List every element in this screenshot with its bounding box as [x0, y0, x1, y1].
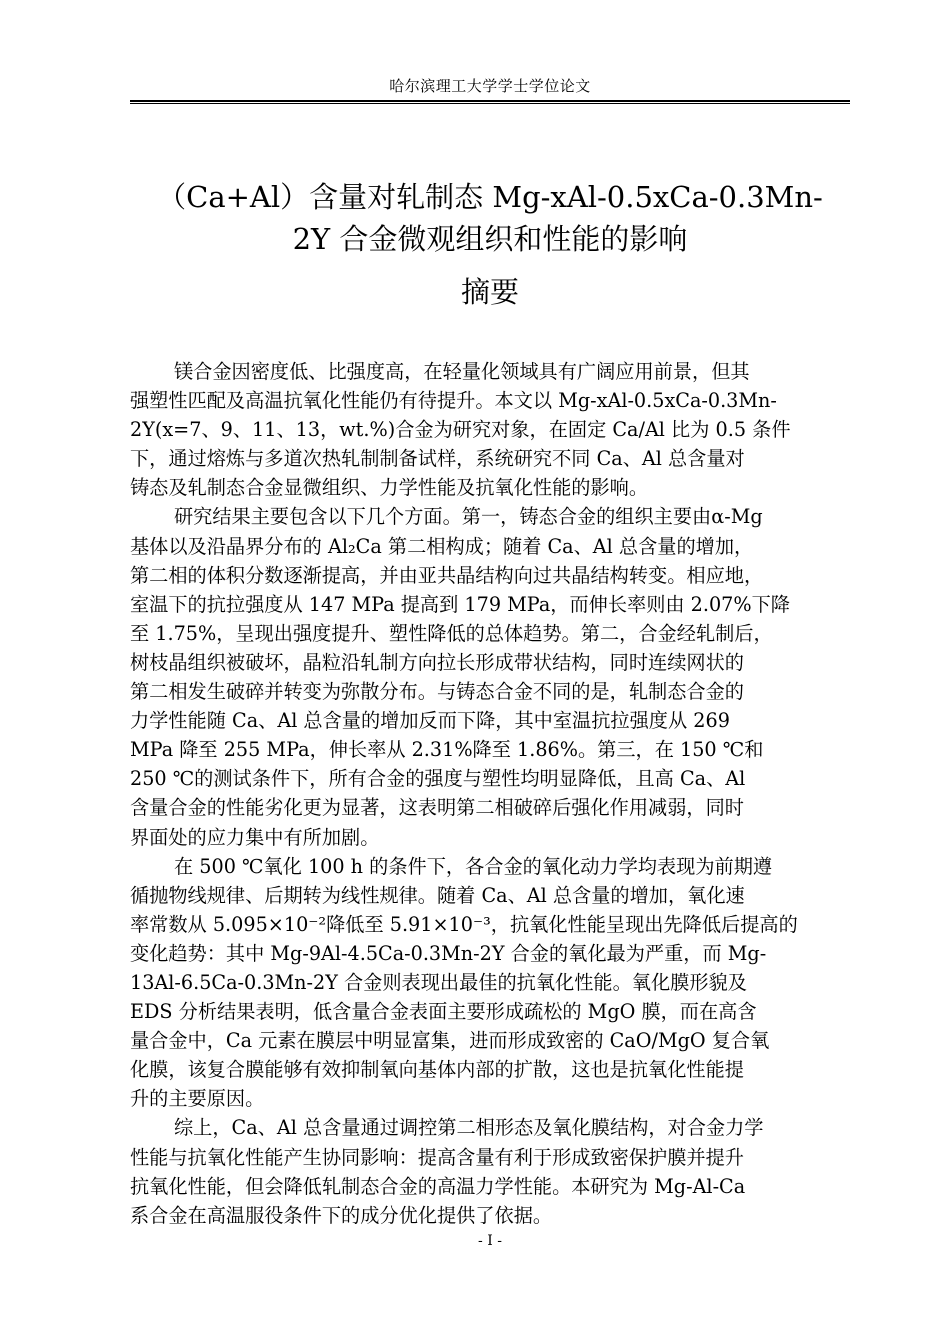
text-line: MPa 降至 255 MPa，伸长率从 2.31%降至 1.86%。第三，在 150 ℃和 [130, 738, 764, 762]
text-line: 研究结果主要包含以下几个方面。第一，铸态合金的组织主要由α-Mg [174, 505, 763, 529]
text-line: 性能与抗氧化性能产生协同影响：提高含量有利于形成致密保护膜并提升 [130, 1145, 744, 1169]
text-line: 化膜，该复合膜能够有效抑制氧向基体内部的扩散，这也是抗氧化性能提 [130, 1058, 744, 1082]
thesis-title [130, 176, 850, 260]
text-line: 综上，Ca、Al 总含量通过调控第二相形态及氧化膜结构，对合金力学 [174, 1116, 764, 1140]
running-header: 哈尔滨理工大学学士学位论文 [389, 77, 591, 95]
text-line: 室温下的抗拉强度从 147 MPa 提高到 179 MPa，而伸长率则由 2.07%下降 [130, 592, 790, 616]
text-line: 铸态及轧制态合金显微组织、力学性能及抗氧化性能的影响。 [130, 476, 649, 500]
text-line: 树枝晶组织被破坏，晶粒沿轧制方向拉长形成带状结构，同时连续网状的 [130, 650, 744, 674]
text-line: 抗氧化性能，但会降低轧制态合金的高温力学性能。本研究为 Mg-Al-Ca [130, 1174, 746, 1198]
text-line: 循抛物线规律、后期转为线性规律。随着 Ca、Al 总含量的增加，氧化速 [130, 883, 745, 907]
text-line: 2Y(x=7、9、11、13，wt.%)合金为研究对象，在固定 Ca/Al 比为 0.5 条件 [130, 418, 791, 442]
text-line: 基体以及沿晶界分布的 Al₂Ca 第二相构成；随着 Ca、Al 总含量的增加， [130, 534, 754, 558]
abstract-paragraph [130, 852, 848, 1114]
text-line: 在 500 ℃氧化 100 h 的条件下，各合金的氧化动力学均表现为前期遵 [174, 854, 773, 878]
text-line: 升的主要原因。 [130, 1087, 265, 1111]
page-number: - I - [478, 1233, 502, 1249]
text-line: 第二相的体积分数逐渐提高，并由亚共晶结构向过共晶结构转变。相应地， [130, 563, 764, 587]
abstract-paragraph [130, 502, 848, 851]
text-line: 变化趋势：其中 Mg-9Al-4.5Ca-0.3Mn-2Y 合金的氧化最为严重，而 Mg- [130, 941, 767, 965]
text-line: 下，通过熔炼与多道次热轧制制备试样，系统研究不同 Ca、Al 总含量对 [130, 447, 745, 471]
abstract-body [130, 357, 848, 1230]
text-line: 量合金中，Ca 元素在膜层中明显富集，进而形成致密的 CaO/MgO 复合氧 [130, 1029, 770, 1053]
abstract-paragraph [130, 1113, 848, 1229]
text-line: EDS 分析结果表明，低含量合金表面主要形成疏松的 MgO 膜，而在高含 [130, 1000, 757, 1024]
text-line: 含量合金的性能劣化更为显著，这表明第二相破碎后强化作用减弱，同时 [130, 796, 744, 820]
abstract-heading: 摘要 [460, 275, 519, 309]
text-line: 第二相发生破碎并转变为弥散分布。与铸态合金不同的是，轧制态合金的 [130, 680, 744, 704]
text-line: 250 ℃的测试条件下，所有合金的强度与塑性均明显降低，且高 Ca、Al [130, 767, 746, 791]
text-line: 系合金在高温服役条件下的成分优化提供了依据。 [130, 1203, 553, 1227]
text-line: 至 1.75%，呈现出强度提升、塑性降低的总体趋势。第二，合金经轧制后， [130, 621, 773, 645]
text-line: 镁合金因密度低、比强度高，在轻量化领域具有广阔应用前景，但其 [174, 360, 750, 383]
header-rule [130, 100, 850, 104]
text-line: 界面处的应力集中有所加剧。 [130, 825, 380, 849]
text-line: 13Al-6.5Ca-0.3Mn-2Y 合金则表现出最佳的抗氧化性能。氧化膜形貌及 [130, 970, 747, 994]
abstract-paragraph [130, 357, 848, 502]
text-line: 强塑性匹配及高温抗氧化性能仍有待提升。本文以 Mg-xAl-0.5xCa-0.3Mn- [130, 389, 777, 413]
title-line: 2Y 合金微观组织和性能的影响 [292, 222, 688, 256]
title-line: （Ca+Al）含量对轧制态 Mg-xAl-0.5xCa-0.3Mn- [157, 180, 823, 214]
text-line: 力学性能随 Ca、Al 总含量的增加反而下降，其中室温抗拉强度从 269 [130, 709, 730, 733]
text-line: 率常数从 5.095×10⁻²降低至 5.91×10⁻³，抗氧化性能呈现出先降低后提高的 [130, 912, 798, 936]
